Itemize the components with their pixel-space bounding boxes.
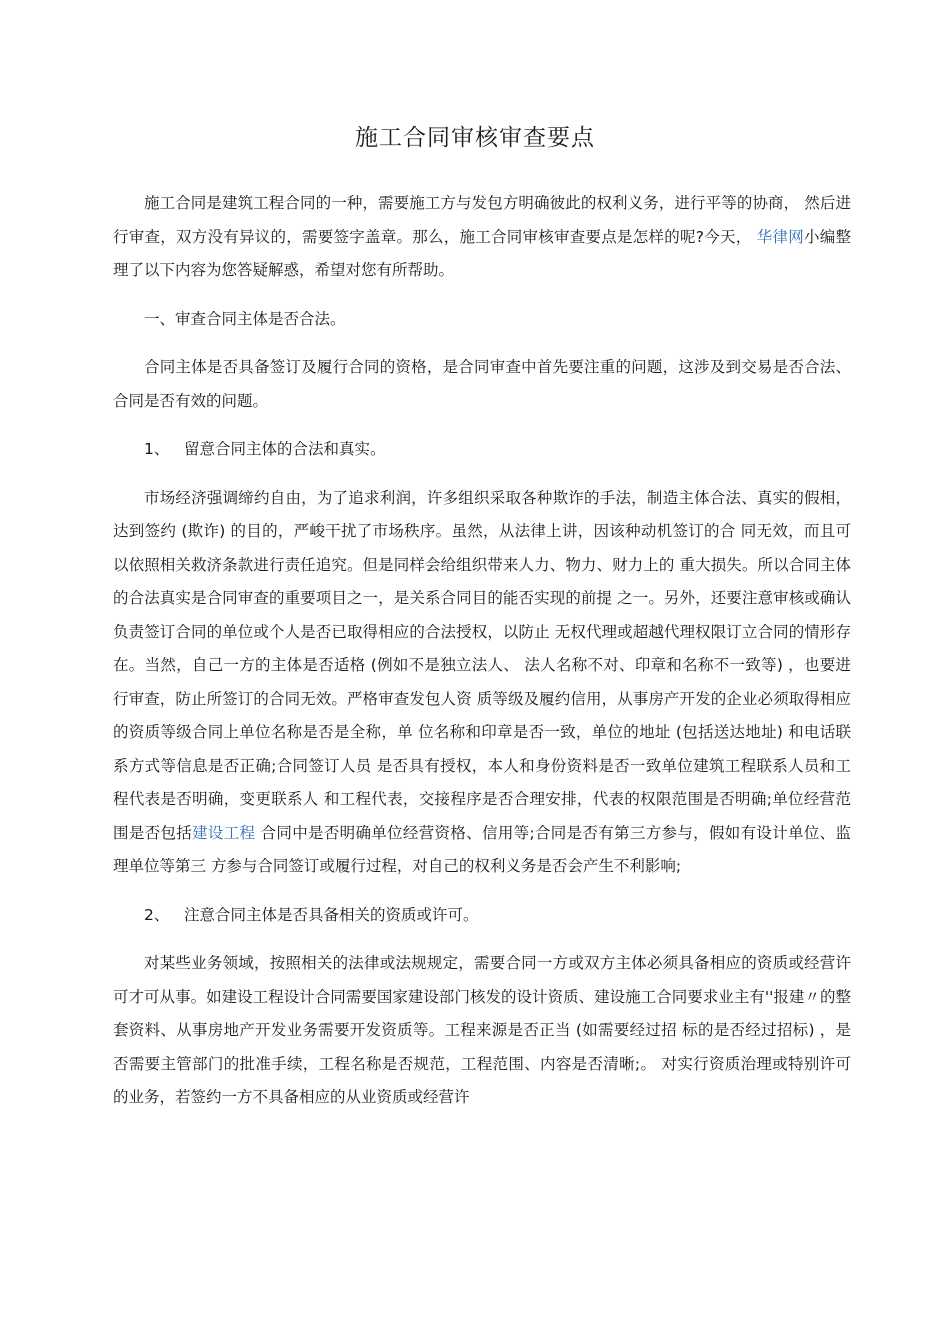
construction-project-link[interactable]: 建设工程 — [192, 823, 256, 842]
market-text-after-link: 合同中是否明确单位经营资格、信用等;合同是否有第三方参与，假如有设计单位、监理单位等第三 方参与合同签订或履行过程，对自己的权利义务是否会产生不利影响; — [113, 823, 851, 875]
subheading-2 — [113, 899, 851, 933]
document-title: 施工合同审核审查要点 — [355, 125, 595, 151]
market-economy-paragraph — [113, 482, 851, 884]
subject-legality-paragraph: 合同主体是否具备签订及履行合同的资格，是合同审查中首先要注重的问题，这涉及到交易是否合法、合同是否有效的问题。 — [113, 358, 851, 410]
subheading-2-text: 注意合同主体是否具备相关的资质或许可。 — [184, 905, 479, 924]
subheading-2-number: 2、 — [144, 905, 170, 924]
subheading-1-number: 1、 — [144, 440, 170, 458]
hualv-link[interactable]: 华律网 — [756, 227, 804, 246]
subheading-1 — [113, 433, 851, 467]
subheading-1-text: 留意合同主体的合法和真实。 — [184, 440, 386, 458]
qualification-paragraph: 对某些业务领域，按照相关的法律或法规规定，需要合同一方或双方主体必须具备相应的资质或经营许可才可从事。如建设工程设计合同需要国家建设部门核发的设计资质、建设施工合同要求业主有''报建〃的整套资料、从事房地产开发业务需要开发资质等。工程来源是否正当 (如需要经过招 标的是否经过招标) ，是否需要主管部门的批准手续，工程名称是否规范，工程范围、内容是否清晰;。 对实行资质治理或特别许可的业务，若签约一方不具备相应的从业资质或经营许 — [113, 954, 851, 1106]
market-text-before-link: 市场经济强调缔约自由，为了追求利润，许多组织采取各种欺诈的手法，制造主体合法、真实的假相，达到签约 (欺诈) 的目的，严峻干扰了市场秩序。虽然，从法律上讲，因该种动机签订的合 同无效，而且可以依照相关救济条款进行责任追究。但是同样会给组织带来人力、物力、财力上的 重大损失。所以合同主体的合法真实是合同审查的重要项目之一，是关系合同目的能否实现的前提 之一。另外，还要注意审核或确认负责签订合同的单位或个人是否已取得相应的合法授权，以防止 无权代理或超越代理权限订立合同的情形存在。当然，自己一方的主体是否适格 (例如不是独立法人、 法人名称不对、印章和名称不一致等) ，也要进行审查，防止所签订的合同无效。严格审查发包人资 质等级及履约信用，从事房产开发的企业必须取得相应的资质等级合同上单位名称是否是全称，单 位名称和印章是否一致，单位的地址 (包括送达地址) 和电话联系方式等信息是否正确;合同签订人员 是否具有授权，本人和身份资料是否一致单位建筑工程联系人员和工程代表是否明确，变更联系人 和工程代表，交接程序是否合理安排，代表的权限范围是否明确;单位经营范围是否包括 — [113, 488, 851, 842]
section-heading-1: 一、审查合同主体是否合法。 — [144, 309, 346, 328]
document-body — [113, 187, 851, 1115]
intro-text-after-link: 小编整理了以下内容为您答疑解惑，希望对您有所帮助。 — [113, 227, 851, 279]
intro-paragraph — [113, 187, 851, 288]
intro-text-before-link: 施工合同是建筑工程合同的一种，需要施工方与发包方明确彼此的权利义务，进行平等的协商， 然后进行审查，双方没有异议的，需要签字盖章。那么，施工合同审核审查要点是怎样的呢?今天， — [113, 194, 851, 246]
